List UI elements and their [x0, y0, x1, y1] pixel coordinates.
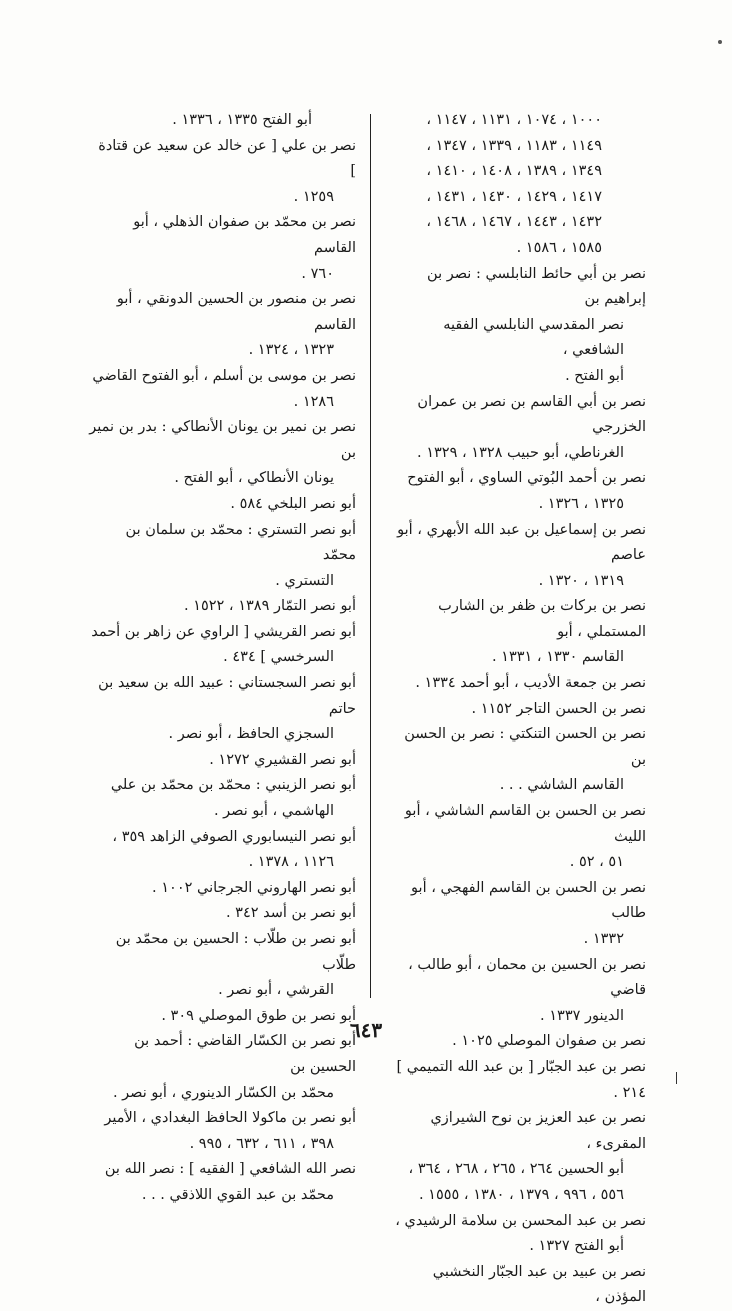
entry-headword-line: نصر بن الحسن التنكتي : نصر بن الحسن بن	[404, 726, 646, 768]
index-entry	[388, 594, 646, 671]
entry-continuation-line: ١٣١٩ ، ١٣٢٠ .	[538, 572, 624, 589]
index-entry	[88, 415, 356, 492]
entry-continuation-line: القاسم الشاشي . . .	[499, 777, 624, 794]
entry-headword-line: نصر الله الشافعي [ الفقيه ] : نصر الله بن	[104, 1161, 356, 1178]
entry-headword-line: نصر بن عبد العزيز بن نوح الشيرازي المقرىء ،	[430, 1110, 646, 1152]
index-entry	[388, 1055, 646, 1106]
right-column	[388, 108, 646, 1311]
index-entry	[88, 1029, 356, 1106]
entry-headword-line: نصر بن علي [ عن خالد عن سعيد عن قتادة ]	[98, 137, 356, 180]
entry-headword-line: أبو نصر البلخي ٥٨٤ .	[230, 495, 356, 512]
entry-headword-line: نصر بن عبيد بن عبد الجبّار النخشبي المؤذن ،	[432, 1263, 646, 1306]
index-entry	[88, 1004, 356, 1030]
entry-continuation-line: ١٥٨٥ ، ١٥٨٦ .	[516, 239, 602, 256]
index-entry	[88, 134, 356, 211]
entry-continuation-line: أبو الفتح ١٣٢٧ .	[529, 1238, 624, 1255]
entry-headword-line: أبو نصر القريشي [ الراوي عن زاهر بن أحمد	[91, 623, 356, 640]
entry-headword-line: أبو نصر السجستاني : عبيد الله بن سعيد بن حاتم	[98, 675, 356, 717]
entry-headword-line: نصر بن الحسن بن القاسم الشاشي ، أبو الليث	[404, 803, 646, 845]
index-entry	[388, 518, 646, 595]
entry-headword-line: نصر بن جمعة الأديب ، أبو أحمد ١٣٣٤ .	[415, 675, 646, 692]
entry-headword-line: نصر بن نمير بن يونان الأنطاكي : بدر بن نمير بن	[89, 419, 356, 461]
entry-continuation-line: يونان الأنطاكي ، أبو الفتح .	[174, 470, 334, 487]
entry-headword-line: أبو نصر بن طلّاب : الحسين بن محمّد بن طلّاب	[115, 931, 356, 973]
entry-headword-line: نصر بن عبد المحسن بن سلامة الرشيدي ،	[395, 1212, 646, 1229]
entry-continuation-line: القاسم ١٣٣٠ ، ١٣٣١ .	[491, 649, 624, 666]
index-entry	[88, 876, 356, 902]
entry-headword-line: أبو نصر بن الكسّار القاضي : أحمد بن الحسين بن	[134, 1033, 356, 1075]
entry-headword-line: أبو نصر القشيري ١٢٧٢ .	[209, 751, 356, 768]
entry-headword-line: نصر بن أبي حائط النابلسي : نصر بن إبراهيم بن	[427, 265, 646, 308]
index-entry	[388, 466, 646, 517]
entry-headword-line: أبو نصر بن ماكولا الحافظ البغدادي ، الأمير	[104, 1110, 356, 1127]
index-entry	[88, 620, 356, 671]
index-entry	[388, 799, 646, 876]
entry-headword-line: نصر بن بركات بن ظفر بن الشارب المستملي ، أبو	[438, 598, 646, 640]
entry-headword-line: نصر بن أحمد البُوتي الساوي ، أبو الفتوح	[407, 470, 646, 487]
entry-headword-line: أبو نصر التستري : محمّد بن سلمان بن محمّد	[125, 521, 356, 564]
entry-headword-line: نصر بن الحسين بن محمان ، أبو طالب ، قاضي	[408, 956, 646, 999]
entry-continuation-line: السجزي الحافظ ، أبو نصر .	[168, 726, 334, 743]
entry-headword-line: أبو نصر الزينبي : محمّد بن محمّد بن علي	[110, 777, 356, 794]
entry-continuation-line: ١٣٢٣ ، ١٣٢٤ .	[248, 342, 334, 359]
entry-continuation-line: ٥١ ، ٥٢ .	[569, 854, 624, 871]
entry-continuation-line: ١٣٢٥ ، ١٣٢٦ .	[538, 495, 624, 512]
index-entry	[88, 492, 356, 518]
entry-continuation-line: ٥٥٦ ، ٩٩٦ ، ١٣٧٩ ، ١٣٨٠ ، ١٥٥٥ .	[418, 1186, 624, 1203]
entry-continuation-line: محمّد بن الكسّار الدينوري ، أبو نصر .	[112, 1084, 334, 1101]
index-entry	[88, 287, 356, 364]
entry-continuation-line: محمّد بن عبد القوي اللاذقي . . .	[141, 1186, 334, 1203]
index-entry	[88, 364, 356, 415]
index-entry	[88, 594, 356, 620]
entry-continuation-line: ١٣٣٢ .	[583, 931, 624, 947]
index-entry	[388, 722, 646, 799]
entry-continuation-line: ٧٦٠ .	[301, 265, 334, 282]
index-entry	[388, 671, 646, 697]
entry-headword-line: نصر بن موسى بن أسلم ، أبو الفتوح القاضي	[92, 367, 356, 384]
entry-continuation-line: ١٢٨٦ .	[293, 393, 334, 410]
entry-continuation-line: السرخسي ] ٤٣٤ .	[223, 649, 334, 666]
index-entry	[388, 1106, 646, 1208]
entry-headword-line: أبو نصر بن أسد ٣٤٢ .	[225, 905, 356, 922]
index-entry	[88, 748, 356, 774]
index-entry	[388, 953, 646, 1030]
entry-headword-line: أبو نصر النيسابوري الصوفي الزاهد ٣٥٩ ،	[112, 828, 356, 845]
entry-continuation-line: أبو الفتح .	[565, 367, 624, 384]
entry-continuation-line: ١٢٥٩ .	[293, 188, 334, 205]
entry-headword-line: أبو نصر الهاروني الجرجاني ١٠٠٢ .	[152, 879, 356, 896]
entry-continuation-line: ١١٤٩ ، ١١٨٣ ، ١٣٣٩ ، ١٣٤٧ ،	[426, 137, 602, 154]
column-divider	[370, 114, 371, 998]
entry-headword-line: نصر بن عبد الجبّار [ بن عبد الله التميمي ] ٢١٤ .	[396, 1058, 646, 1101]
entry-continuation-line: الدينور ١٣٣٧ .	[540, 1007, 624, 1024]
entry-continuation-line: ١٤١٧ ، ١٤٢٩ ، ١٤٣٠ ، ١٤٣١ ،	[426, 188, 602, 205]
left-column	[88, 108, 356, 1209]
margin-tick	[676, 1072, 677, 1084]
entry-continuation-line: ١١٢٦ ، ١٣٧٨ .	[248, 854, 334, 871]
entry-headword-line: أبو نصر التمّار ١٣٨٩ ، ١٥٢٢ .	[183, 598, 356, 615]
entry-headword-line: نصر بن صفوان الموصلي ١٠٢٥ .	[452, 1033, 646, 1050]
index-entry	[388, 876, 646, 953]
index-entry	[88, 108, 356, 134]
index-entry	[88, 927, 356, 1004]
index-entry	[88, 901, 356, 927]
index-entry	[388, 262, 646, 390]
entry-headword-line: نصر بن منصور بن الحسين الدونقي ، أبو القاسم	[116, 291, 356, 333]
index-entry	[88, 671, 356, 748]
index-entry	[88, 825, 356, 876]
index-entry	[388, 390, 646, 467]
entry-continuation-line: التستري .	[275, 572, 334, 589]
entry-headword-line: نصر بن الحسن التاجر ١١٥٢ .	[471, 700, 646, 717]
entry-headword-line: أبو الفتح ١٣٣٥ ، ١٣٣٦ .	[172, 112, 312, 128]
index-entry	[388, 108, 646, 262]
entry-continuation-line: ١٣٤٩ ، ١٣٨٩ ، ١٤٠٨ ، ١٤١٠ ،	[426, 163, 602, 180]
entry-headword-line: نصر بن الحسن بن القاسم الفهجي ، أبو طالب	[411, 879, 646, 922]
entry-continuation-line: الهاشمي ، أبو نصر .	[213, 803, 334, 820]
entry-headword-line: نصر بن أبي القاسم بن نصر بن عمران الخزرجي	[417, 393, 646, 436]
index-entry	[88, 518, 356, 595]
index-entry	[88, 210, 356, 287]
index-entry	[88, 1157, 356, 1208]
index-entry	[388, 1029, 646, 1055]
entry-continuation-line: أبو الحسين ٢٦٤ ، ٢٦٥ ، ٢٦٨ ، ٣٦٤ ،	[408, 1161, 624, 1178]
index-entry	[388, 697, 646, 723]
entry-continuation-line: ٣٩٨ ، ٦١١ ، ٦٣٢ ، ٩٩٥ .	[189, 1135, 334, 1152]
index-entry	[388, 1209, 646, 1260]
page-number: ٦٤٣	[349, 1018, 383, 1042]
entry-continuation-line: ١٤٣٢ ، ١٤٤٣ ، ١٤٦٧ ، ١٤٦٨ ،	[426, 214, 602, 231]
entry-headword-line: نصر بن محمّد بن صفوان الذهلي ، أبو القاسم	[133, 214, 356, 256]
entry-headword-line: نصر بن إسماعيل بن عبد الله الأبهري ، أبو عاصم	[397, 521, 646, 564]
entry-headword-line: أبو نصر بن طوق الموصلي ٣٠٩ .	[161, 1007, 356, 1024]
entry-headword-line: ١٠٠٠ ، ١٠٧٤ ، ١١٣١ ، ١١٤٧ ،	[426, 112, 602, 128]
entry-continuation-line: القرشي ، أبو نصر .	[218, 982, 334, 999]
index-entry	[88, 773, 356, 824]
index-entry	[388, 1260, 646, 1311]
entry-continuation-line: نصر المقدسي النابلسي الفقيه الشافعي ،	[443, 316, 624, 359]
margin-speck	[718, 40, 722, 44]
entry-continuation-line: الغرناطي، أبو حبيب ١٣٢٨ ، ١٣٢٩ .	[417, 444, 624, 461]
index-entry	[88, 1106, 356, 1157]
